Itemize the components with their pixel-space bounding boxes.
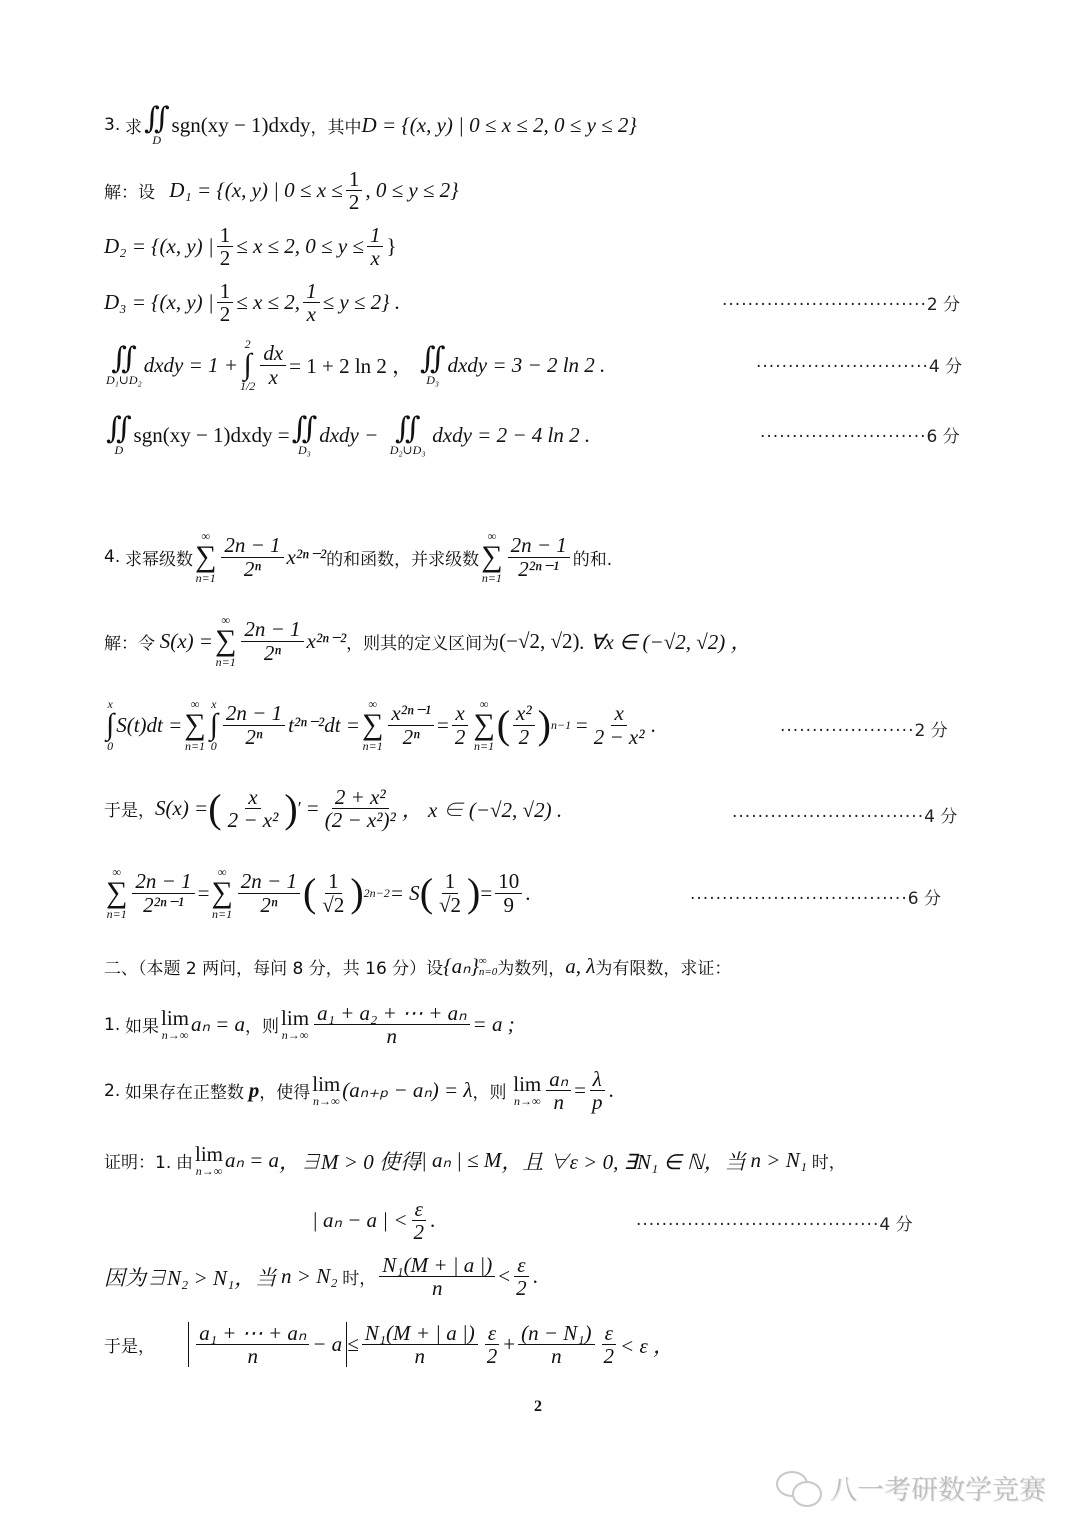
problem4-solution-intro: 解：令 S(x) = ∞ ∑ n=1 $\frac{2n - 1}{\text{2ⁿ}}$ x²ⁿ⁻² ，则其的定义区间为 (−√2, √2) . ∀x ∈ (−√2, √2) ，: [104, 613, 752, 669]
score-marker: ··································6 分: [690, 889, 941, 909]
score-marker: ······························4 分: [732, 807, 958, 827]
problem3-d1: 解：设 D₁ = {(x, y) | 0 ≤ x ≤ $\frac{1}{2}$ , 0 ≤ y ≤ 2}: [104, 167, 459, 215]
wechat-icon: [776, 1471, 822, 1505]
score-marker: ······································4 分: [636, 1215, 913, 1235]
problem3-statement: 3. 求 ∬ D sgn(xy − 1)dxdy ，其中 D = {(x, y) | 0 ≤ x ≤ 2, 0 ≤ y ≤ 2}: [104, 102, 637, 147]
problem3-step1: ∬ D₁∪D₂ dxdy = 1 + 2 ∫ 1/2 $\frac{dx}{x}$ = 1 + 2 ln 2 ， ∬ D₃ dxdy = 3 − 2 ln 2 .: [106, 337, 606, 393]
score-marker: ···························4 分: [756, 357, 963, 377]
proof-inequality: | aₙ − a | < $\frac{\varepsilon}{2}$ .: [312, 1197, 436, 1245]
section2-item2: 2. 如果存在正整数 p ，使得 lim n→∞ (aₙ₊ₚ − aₙ) = λ ，则 lim n→∞ $\frac{\text{aₙ}}{n}$ = $\frac{\lambda}{p}$ .: [104, 1067, 614, 1115]
problem4-integration: x ∫ 0 S(t)dt = ∞ ∑ n=1 x ∫ 0 $\frac{2n - 1}{\text{2ⁿ}}$ t²ⁿ⁻²dt = ∞ ∑ n=1 $\frac{\text{x²ⁿ⁻¹}}{\text{2ⁿ}}$ = $\frac{x}{2}$ ∞ ∑ n=1 ( $\frac{\text{x²}}{2}$ ) n−1 = $\frac{x}{\text{2 − x²}}$ .: [106, 697, 656, 753]
score-marker: ································2 分: [722, 295, 961, 315]
problem4-statement: 4. 求幂级数 ∞ ∑ n=1 $\frac{2n - 1}{\text{2ⁿ}}$ x²ⁿ⁻² 的和函数，并求级数 ∞ ∑ n=1 $\frac{2n - 1}{\text{2²ⁿ⁻¹}}$ 的和.: [104, 529, 613, 585]
problem3-d2: D₂ = {(x, y) | $\frac{1}{2}$ ≤ x ≤ 2, 0 ≤ y ≤ $\frac{1}{x}$ }: [104, 223, 397, 271]
score-marker: ··························6 分: [760, 427, 960, 447]
double-integral: ∬ D: [143, 102, 170, 147]
problem3-d3: D₃ = {(x, y) | $\frac{1}{2}$ ≤ x ≤ 2, $\frac{1}{x}$ ≤ y ≤ 2} .: [104, 279, 401, 327]
score-marker: ·····················2 分: [780, 721, 948, 741]
watermark: 八一考研数学竞赛: [776, 1468, 1046, 1507]
proof-because: 因为∃N₂ > N₁，当 n > N₂ 时， $\frac{\text{N₁(M + | a |)}}{n}$ < $\frac{\varepsilon}{2}$ .: [104, 1253, 538, 1301]
problem3-step2: ∬ D sgn(xy − 1)dxdy = ∬ D₃ dxdy − ∬ D₂∪D₃ dxdy = 2 − 4 ln 2 .: [106, 412, 591, 457]
proof-thus: 于是， $\frac{\text{a₁ + ⋯ + aₙ}}{n}$ − a ≤ $\frac{\text{N₁(M + | a |)}}{n}$ $\frac{\varepsilon}{2}$ + $\frac{\text{(n − N₁)}}{n}$ $\frac{\varepsilon}{2}$ < ε ，: [104, 1321, 674, 1369]
section2-header: 二、（本题 2 两问，每问 8 分，共 16 分）设 {aₙ} ∞ n=0 为数列， a, λ 为有限数，求证：: [104, 954, 732, 979]
problem4-derivative: 于是， S(x) = ( $\frac{x}{\text{2 − x²}}$ ) ′ = $\frac{\text{2 + x²}}{\text{(2 − x²)²}}$ ， x ∈ (−√2, √2) .: [104, 785, 563, 833]
page-number: 2: [534, 1398, 542, 1415]
section2-item1: 1. 如果 lim n→∞ aₙ = a ，则 lim n→∞ $\frac{\text{a₁ + a₂ + ⋯ + aₙ}}{n}$ = a ;: [104, 1001, 515, 1049]
problem4-series-sum: ∞ ∑ n=1 $\frac{2n - 1}{\text{2²ⁿ⁻¹}}$ = ∞ ∑ n=1 $\frac{2n - 1}{\text{2ⁿ}}$ ( $\frac{1}{√2}$ ) 2n−2 = S ( $\frac{1}{√2}$ ) = $\frac{10}{9}$ .: [106, 865, 531, 921]
proof-line1: 证明：1. 由 lim n→∞ aₙ = a ，∃M > 0 使得 | aₙ | ≤ M ，且 ∀ε > 0, ∃N₁ ∈ ℕ，当 n > N₁ 时，: [104, 1142, 846, 1178]
